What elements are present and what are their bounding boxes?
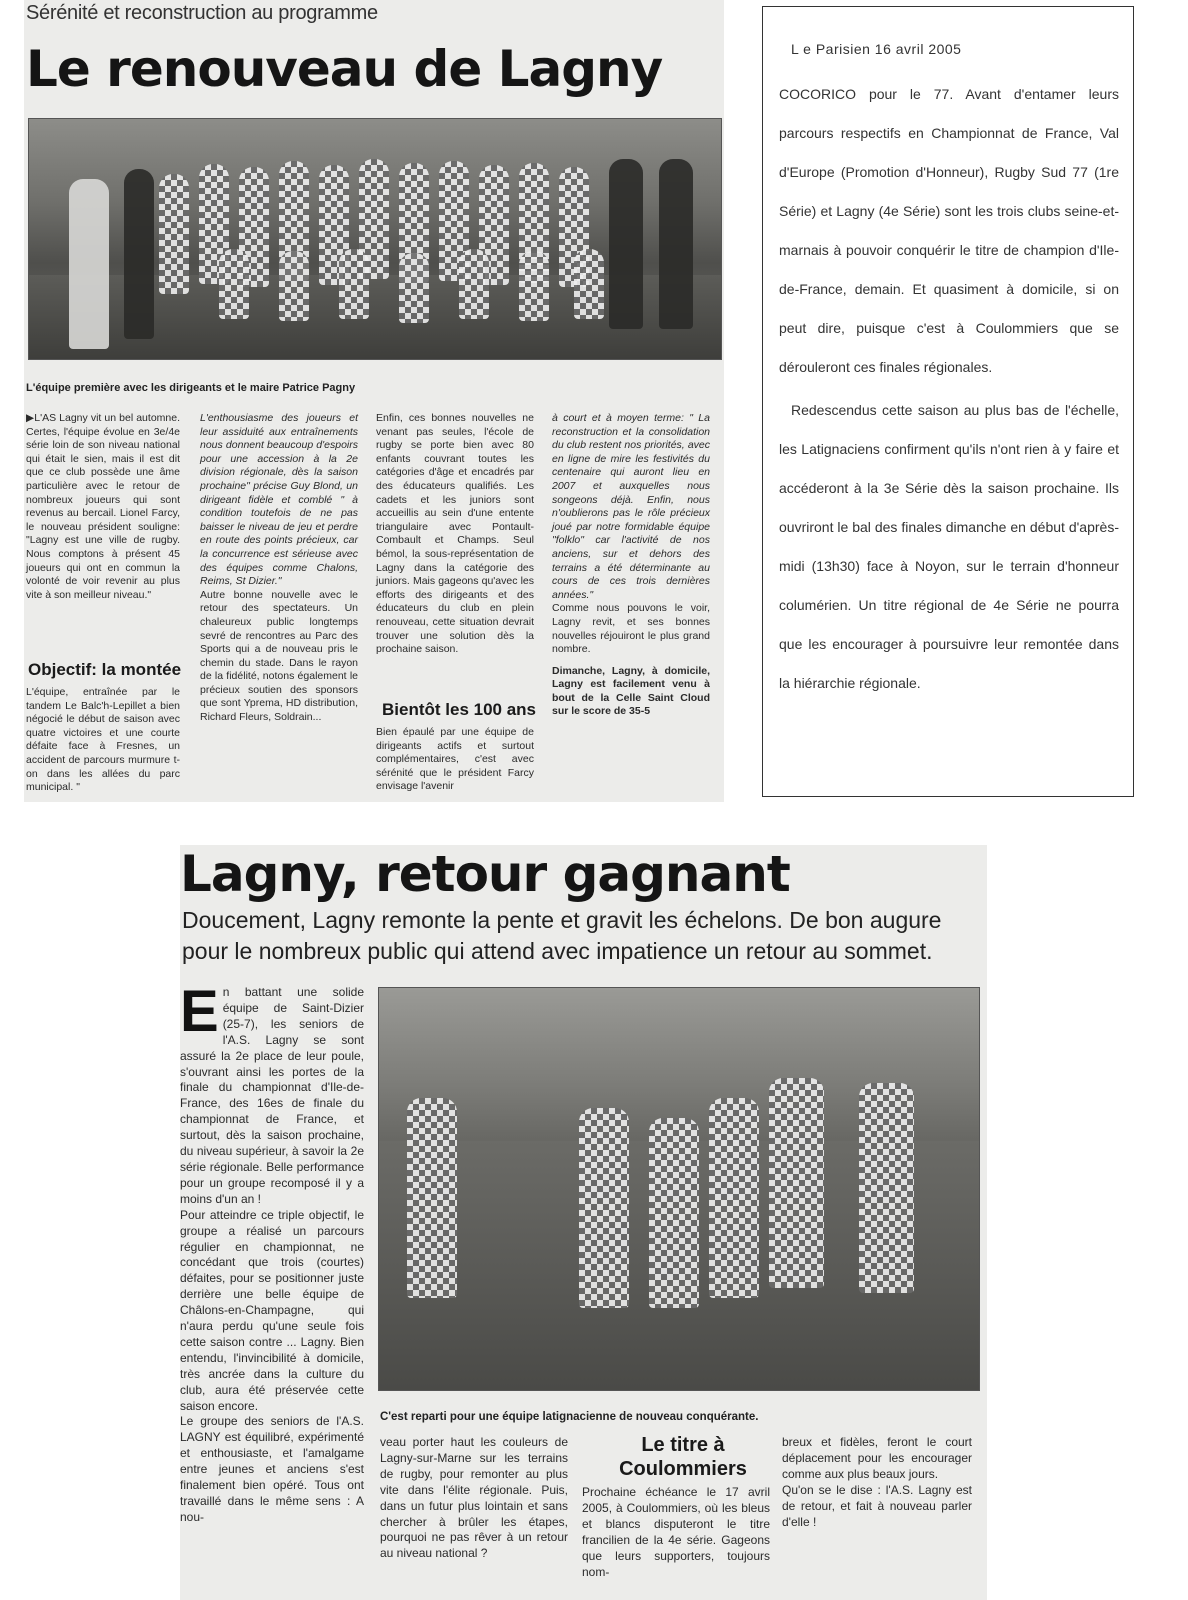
article2-col2 [380,1435,568,1562]
article2-col1-text3: Le groupe des seniors de l'A.S. LAGNY est équilibré, expérimenté et enthousiaste, et l'amalgame entre jeunes et anciens s'est finalement bien opéré. Tous ont travaillé dans le même sens : A nou- [180,1414,364,1524]
article2-dropcap: E [180,979,219,1044]
celebration-photo [378,987,980,1391]
photo-player [769,1078,824,1288]
article1-col3 [376,412,534,657]
photo-person [574,249,604,319]
article1-subhead-objectif: Objectif: la montée [28,660,182,679]
photo-person [609,159,643,329]
photo-player [579,1108,629,1308]
article1-col4-text2: Comme nous pouvons le voir, Lagny revit, et ses bonnes nouvelles réjouiront le plus grand nombre. [552,602,710,656]
photo-player [709,1098,759,1298]
article-renouveau [24,0,724,802]
article1-col2-text2: Autre bonne nouvelle avec le retour des spectateurs. Un chaleureux public longtemps sevré de rencontres au Parc des Sports qui a de nouveau pris le chemin du stade. Dans le rayon de la fidélité, notons également le précieux soutien des sponsors que sont Yprema, HD distribution, Richard Fleurs, Soldrain... [200,588,358,724]
article1-subhead-100ans: Bientôt les 100 ans [382,700,537,719]
box-body [779,75,1119,703]
article2-col1 [180,979,364,1526]
article2-col1-text2: Pour atteindre ce triple objectif, le groupe a réalisé un parcours régulier en championnat, ne concédant que trois (courtes) défaites, pour se positionner juste derrière une belle équipe de Châlons-en-Champagne, qui n'aura perdu qu'une seule fois cette saison contre ... Lagny. Bien entendu, l'invincibilité à domicile, très ancrée dans la culture du club, aura été préservée cette saison encore. [180,1207,364,1413]
le-parisien-box [762,6,1134,797]
photo-person [399,253,429,323]
article1-col2-text: L'enthousiasme des joueurs et leur assiduité aux entraînements nous donnent beaucoup d'espoirs pour une accession à la 2e division régionale, dès la saison prochaine" précise Guy Blond, un dirigeant fidèle et comblé " à condition toutefois de ne pas baisser le niveau de jeu et perdre en route des points précieux, car la concurrence est sérieuse avec des équipes comme Chalons, Reims, St Dizier." [200,412,358,588]
article2-subhead-coulommiers: Le titre à Coulommiers [619,1434,747,1480]
article2-col3-text: Prochaine échéance le 17 avril 2005, à Coulommiers, où les bleus et blancs disputeront le titre francilien de la 4e série. Gageons que leurs supporters, toujours nom- [582,1485,770,1579]
article1-col2 [200,412,358,725]
article2-headline: Lagny, retour gagnant [180,845,790,903]
article1-col3b [376,726,534,794]
article2-col4 [782,1435,972,1530]
box-para1: COCORICO pour le 77. Avant d'entamer leurs parcours respectifs en Championnat de France, Val d'Europe (Promotion d'Honneur), Rugby Sud 77 (1re Série) et Lagny (4e Série) sont les trois clubs seine-et-marnais à pouvoir conquérir le titre de champion d'Ile-de-France, demain. Et quasiment à domicile, si on peut dire, puisque c'est à Coulommiers que se dérouleront ces finales régionales. [779,86,1119,375]
article2-col4-text2: Qu'on se le dise : l'A.S. Lagny est de retour, et fait à nouveau parler d'elle ! [782,1482,972,1529]
article2-deck: Doucement, Lagny remonte la pente et gravit les échelons. De bon augure pour le nombreux public qui attend avec impatience un retour au sommet. [182,907,942,964]
photo-person [519,251,549,321]
article1-kicker: Sérénité et reconstruction au programme [26,2,378,24]
article2-col4-text: breux et fidèles, feront le court déplacement pour les encourager comme aux plus beaux jours. [782,1435,972,1481]
article2-col1-text: n battant une solide équipe de Saint-Dizier (25-7), les seniors de l'A.S. Lagny se sont assuré la 2e place de leur poule, s'ouvrant ainsi les portes de la finale du championnat d'Ile-de-France, des 16es de finale du championnat de France, et surtout, dès la saison prochaine, du niveau supérieur, à savoir la 2e série régionale. Belle performance pour un groupe recomposé il y a moins d'un an ! [180,985,364,1206]
team-photo [28,118,722,360]
box-para2: Redescendus cette saison au plus bas de l'échelle, les Latignaciens confirment qu'ils n'ont rien à y faire et accéderont à la 3e Série dès la saison prochaine. Ils ouvriront le bal des finales dimanche en début d'après-midi (13h30) face à Noyon, sur le terrain d'honneur columérien. Un titre régional de 4e Série ne pourra que les encourager à poursuivre leur remontée dans la hiérarchie régionale. [779,402,1119,691]
box-source: L e Parisien 16 avril 2005 [791,41,962,57]
photo-person [69,179,109,349]
article1-col1-text2: L'équipe, entraînée par le tandem Le Balc'h-Lepillet a bien négocié le début de saison avec quatre victoires et une courte défaite face à Fresnes, un accident de parcours murmure t-on dans les allées du parc municipal. " [26,686,180,794]
article1-col3-text: Enfin, ces bonnes nouvelles ne venant pas seules, l'école de rugby se porte bien avec 80 enfants couvrant toutes les catégories d'âge et encadrés par des éducateurs qualifiés. Les cadets et les juniors sont accueillis au sein d'une entente triangulaire avec Pontault-Combault et Champs. Seul bémol, la sous-représentation de Lagny dans la catégorie des juniors. Mais gageons qu'avec les efforts des dirigeants et des éducateurs du club en plein renouveau, cette situation devrait trouver une solution dès la prochaine saison. [376,412,534,656]
article1-col4-bold: Dimanche, Lagny, à domicile, Lagny est facilement venu à bout de la Celle Saint Cloud sur le score de 35-5 [552,664,710,718]
photo-person [459,249,489,319]
article1-col4 [552,412,710,719]
photo-player [649,1118,699,1308]
article2-col2-text: veau porter haut les couleurs de Lagny-sur-Marne sur les terrains de rugby, pour remonter au plus vite dans l'élite régionale. Puis, dans un futur plus lointain et sans chercher à brûler les étapes, pourquoi ne pas rêver à un retour au niveau national ? [380,1435,568,1561]
article2-photo-caption: C'est reparti pour une équipe latignacienne de nouveau conquérante. [380,1411,759,1423]
article1-col4-text: à court et à moyen terme: " La reconstruction et la consolidation du club restent nos priorités, avec en ligne de mire les festivités du centenaire qui auront lieu en 2007 et auxquelles nous songeons déjà. Enfin, nous n'oublierons pas le rôle précieux joué par notre formidable équipe "folklo" car l'activité de nos anciens, sur et dehors des terrains a été déterminante au cours de ces trois dernières années." [552,412,710,601]
photo-player [859,1083,914,1293]
article2-col3 [582,1485,770,1580]
article1-col3-text2: Bien épaulé par une équipe de dirigeants actifs et surtout complémentaires, c'est avec sérénité que le président Farcy envisage l'avenir [376,726,534,793]
photo-person [659,159,693,329]
photo-person [279,251,309,321]
article1-col1b [26,686,180,795]
article-retour-gagnant [180,845,987,1600]
photo-person [159,174,189,294]
article1-photo-caption: L'équipe première avec les dirigeants et le maire Patrice Pagny [26,382,356,394]
photo-player [407,1098,457,1298]
photo-person [124,169,154,339]
photo-person [219,249,249,319]
photo-person [339,249,369,319]
article1-col1 [26,412,180,602]
article1-col1-text: ▶L'AS Lagny vit un bel automne. Certes, l'équipe évolue en 3e/4e série loin de son niveau national qui était le sien, mais il est dit que ce club possède une âme particulière avec le retour de nombreux joueurs qui sont revenus au bercail. Lionel Farcy, le nouveau président souligne: "Lagny est une ville de rugby. Nous comptons à présent 45 joueurs qui ont en commun la volonté de voir revenir au plus vite à son meilleur niveau." [26,412,180,601]
article1-headline: Le renouveau de Lagny [26,40,663,98]
